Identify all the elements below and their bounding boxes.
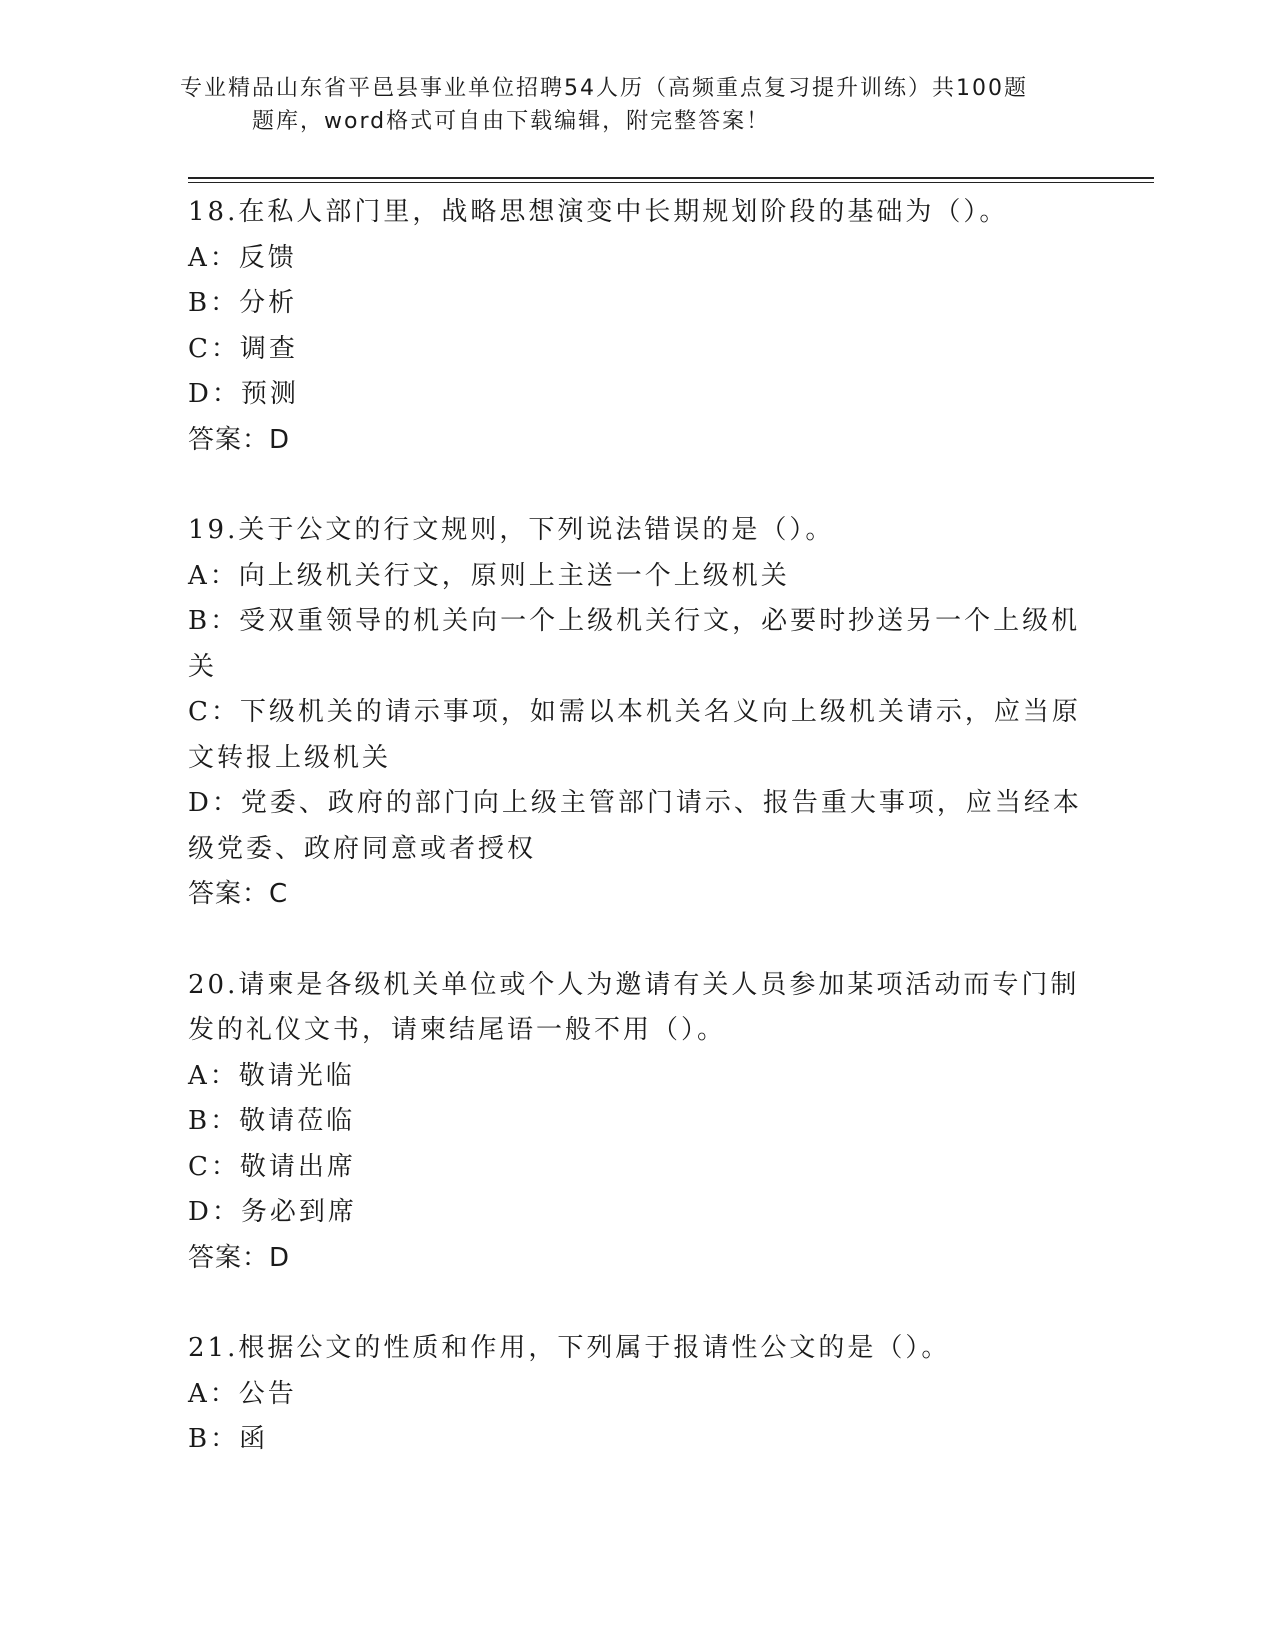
option-a: A：公告: [188, 1378, 297, 1409]
option-c: C：下级机关的请示事项，如需以本机关名义向上级机关请示，应当原文转报上级机关: [188, 697, 1081, 773]
question-text: 20.请柬是各级机关单位或个人为邀请有关人员参加某项活动而专门制发的礼仪文书，请柬结尾语一般不用（）。: [188, 969, 1080, 1045]
document-header: [180, 72, 1040, 138]
option-c: C：调查: [188, 333, 298, 364]
option-b: B：敬请莅临: [188, 1106, 356, 1136]
option-d: D：务必到席: [188, 1197, 357, 1227]
option-d: D：党委、政府的部门向上级主管部门请示、报告重大事项，应当经本级党委、政府同意或者授权: [188, 788, 1082, 864]
question-19: [188, 508, 1088, 918]
question-18: [188, 190, 1088, 463]
answer-line: 答案：C: [188, 879, 289, 909]
answer-line: 答案：D: [188, 424, 291, 455]
question-text: 18.在私人部门里，战略思想演变中长期规划阶段的基础为（）。: [188, 197, 1009, 227]
header-rule-thin: [188, 182, 1154, 183]
option-b: B：分析: [188, 288, 298, 318]
header-title-line-1: 专业精品山东省平邑县事业单位招聘54人历（高频重点复习提升训练）共100题: [180, 76, 1028, 101]
question-21: [188, 1326, 1088, 1463]
question-20: [188, 963, 1088, 1282]
header-rule-thick: [188, 177, 1154, 179]
option-d: D：预测: [188, 379, 299, 409]
question-text: 19.关于公文的行文规则，下列说法错误的是（）。: [188, 515, 835, 545]
question-text: 21.根据公文的性质和作用，下列属于报请性公文的是（）。: [188, 1333, 951, 1363]
option-a: A：向上级机关行文，原则上主送一个上级机关: [188, 560, 790, 591]
option-b: B：受双重领导的机关向一个上级机关行文，必要时抄送另一个上级机关: [188, 606, 1081, 682]
option-a: A：敬请光临: [188, 1060, 355, 1091]
answer-line: 答案：D: [188, 1242, 291, 1273]
option-a: A：反馈: [188, 242, 297, 273]
question-list: [188, 190, 1088, 1508]
option-b: B：函: [188, 1424, 269, 1454]
option-c: C：敬请出席: [188, 1151, 356, 1182]
header-title-line-2: 题库，word格式可自由下载编辑，附完整答案！: [252, 109, 771, 134]
